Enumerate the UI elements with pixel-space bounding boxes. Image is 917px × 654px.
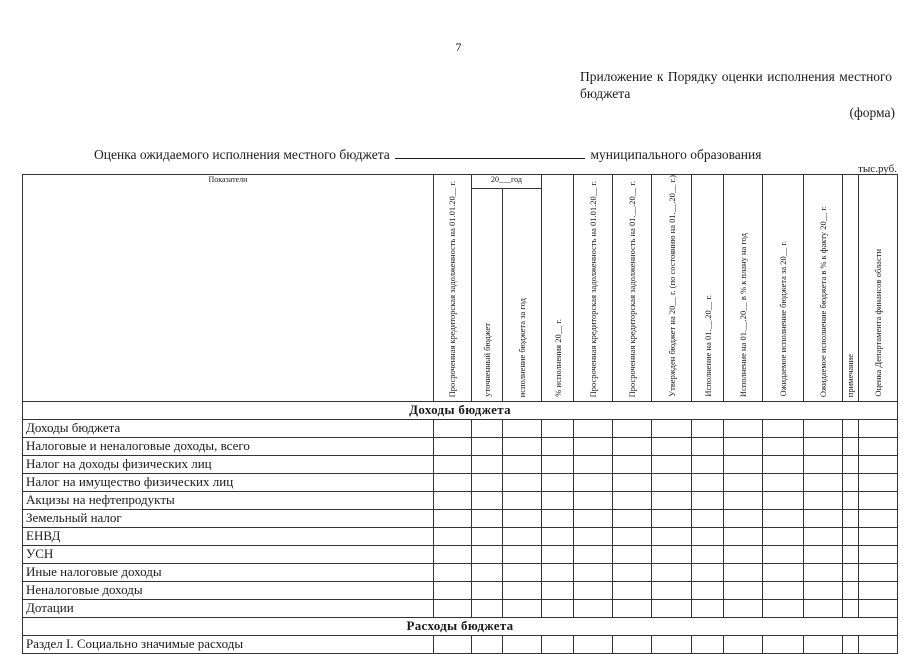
table-cell[interactable] (859, 545, 898, 563)
table-cell[interactable] (803, 473, 842, 491)
table-cell[interactable] (433, 491, 471, 509)
table-cell[interactable] (612, 437, 651, 455)
table-cell[interactable] (471, 635, 503, 653)
table-cell[interactable] (651, 563, 692, 581)
appendix-note: Приложение к Порядку оценки исполнения местного бюджета (580, 69, 892, 101)
col-header (573, 175, 612, 402)
table-cell[interactable] (612, 509, 651, 527)
table-cell[interactable] (433, 635, 471, 653)
table-cell[interactable] (503, 491, 542, 509)
col-header (724, 175, 763, 402)
table-cell[interactable] (503, 437, 542, 455)
col-header-text: Просроченная кредиторская задолженность на 01.01.20__ г. (587, 180, 598, 397)
title-blank-field[interactable] (395, 146, 585, 159)
table-cell[interactable] (842, 419, 858, 437)
col-header (859, 175, 898, 402)
table-cell[interactable] (612, 491, 651, 509)
section-title: Доходы бюджета (23, 401, 898, 419)
form-label: (форма) (849, 105, 895, 120)
table-cell[interactable] (433, 563, 471, 581)
col-header (762, 175, 803, 402)
table-cell[interactable] (503, 473, 542, 491)
table-cell[interactable] (651, 437, 692, 455)
table-cell[interactable] (503, 599, 542, 617)
row-label: Неналоговые доходы (23, 581, 434, 599)
table-cell[interactable] (762, 491, 803, 509)
table-cell[interactable] (724, 419, 763, 437)
table-cell[interactable] (471, 509, 503, 527)
budget-table (22, 174, 898, 654)
table-cell[interactable] (651, 491, 692, 509)
table-cell[interactable] (542, 473, 574, 491)
col-header-text: Ожидаемое исполнение бюджета в % к факту 20__ г. (817, 205, 828, 397)
table-row (23, 509, 898, 527)
table-cell[interactable] (542, 491, 574, 509)
table-cell[interactable] (542, 527, 574, 545)
table-cell[interactable] (724, 491, 763, 509)
table-cell[interactable] (859, 527, 898, 545)
row-label: Налог на имущество физических лиц (23, 473, 434, 491)
table-cell[interactable] (503, 563, 542, 581)
table-cell[interactable] (842, 545, 858, 563)
row-label: Дотации (23, 599, 434, 617)
table-cell[interactable] (762, 635, 803, 653)
col-header-text: Оценка Департамента финансов области (873, 249, 884, 397)
table-cell[interactable] (612, 473, 651, 491)
table-cell[interactable] (692, 599, 724, 617)
table-cell[interactable] (612, 545, 651, 563)
table-row (23, 527, 898, 545)
col-header-text: Исполнение на 01.__.20__ г. (702, 295, 713, 397)
table-cell[interactable] (842, 437, 858, 455)
table-cell[interactable] (433, 419, 471, 437)
title-left: Оценка ожидаемого исполнения местного бюджета (94, 147, 390, 162)
section-header-row (23, 401, 898, 419)
table-cell[interactable] (433, 581, 471, 599)
table-cell[interactable] (762, 455, 803, 473)
col-header-text: Исполнение на 01.__.20__ в % к плану на год (738, 232, 749, 397)
table-cell[interactable] (433, 473, 471, 491)
table-cell[interactable] (651, 455, 692, 473)
table-cell[interactable] (651, 581, 692, 599)
table-cell[interactable] (803, 455, 842, 473)
table-cell[interactable] (692, 635, 724, 653)
table-cell[interactable] (542, 455, 574, 473)
row-label: Налог на доходы физических лиц (23, 455, 434, 473)
table-cell[interactable] (842, 527, 858, 545)
table-cell[interactable] (803, 437, 842, 455)
table-cell[interactable] (803, 635, 842, 653)
col-header-text: уточненный бюджет (482, 323, 493, 397)
table-body (23, 401, 898, 653)
table-cell[interactable] (724, 581, 763, 599)
table-cell[interactable] (573, 491, 612, 509)
table-cell[interactable] (433, 527, 471, 545)
table-cell[interactable] (612, 419, 651, 437)
row-label: Доходы бюджета (23, 419, 434, 437)
table-cell[interactable] (842, 509, 858, 527)
table-cell[interactable] (692, 437, 724, 455)
table-cell[interactable] (573, 455, 612, 473)
title-right: муниципального образования (590, 147, 762, 162)
table-cell[interactable] (433, 599, 471, 617)
table-cell[interactable] (651, 599, 692, 617)
table-row (23, 581, 898, 599)
page-number: 7 (455, 40, 462, 54)
table-cell[interactable] (762, 509, 803, 527)
table-cell[interactable] (762, 545, 803, 563)
table-cell[interactable] (651, 473, 692, 491)
row-label: УСН (23, 545, 434, 563)
table-cell[interactable] (842, 491, 858, 509)
table-cell[interactable] (651, 635, 692, 653)
table-cell[interactable] (573, 437, 612, 455)
section-title: Расходы бюджета (23, 617, 898, 635)
col-header-text: Просроченная кредиторская задолженность на 01.01.20__ г. (447, 180, 458, 397)
table-cell[interactable] (859, 599, 898, 617)
table-row (23, 419, 898, 437)
table-cell[interactable] (503, 527, 542, 545)
table-cell[interactable] (651, 419, 692, 437)
table-cell[interactable] (803, 509, 842, 527)
table-cell[interactable] (803, 491, 842, 509)
table-cell[interactable] (859, 581, 898, 599)
table-cell[interactable] (542, 599, 574, 617)
table-cell[interactable] (433, 437, 471, 455)
table-cell[interactable] (651, 527, 692, 545)
table-cell[interactable] (651, 509, 692, 527)
col-header (692, 175, 724, 402)
table-cell[interactable] (471, 491, 503, 509)
col-header-text: % исполнения 20__ г. (552, 319, 563, 397)
table-cell[interactable] (573, 473, 612, 491)
col-header (542, 175, 574, 402)
table-cell[interactable] (859, 635, 898, 653)
units-label: тыс.руб. (858, 163, 897, 175)
table-cell[interactable] (803, 581, 842, 599)
table-cell[interactable] (503, 455, 542, 473)
table-row (23, 473, 898, 491)
table-cell[interactable] (573, 509, 612, 527)
table-cell[interactable] (542, 635, 574, 653)
table-cell[interactable] (803, 563, 842, 581)
table-cell[interactable] (651, 545, 692, 563)
table-row (23, 599, 898, 617)
table-cell[interactable] (573, 419, 612, 437)
table-cell[interactable] (612, 581, 651, 599)
table-cell[interactable] (762, 581, 803, 599)
table-cell[interactable] (859, 509, 898, 527)
table-cell[interactable] (692, 509, 724, 527)
table-cell[interactable] (471, 545, 503, 563)
table-cell[interactable] (471, 473, 503, 491)
table-cell[interactable] (612, 635, 651, 653)
col-header (471, 188, 503, 401)
indicator-header: Показатели (23, 175, 434, 402)
col-header-text: Ожидаемое исполнение бюджета за 20__ г. (777, 241, 788, 397)
table-cell[interactable] (724, 455, 763, 473)
table-cell[interactable] (471, 581, 503, 599)
table-cell[interactable] (803, 545, 842, 563)
table-cell[interactable] (573, 599, 612, 617)
table-cell[interactable] (573, 527, 612, 545)
table-cell[interactable] (762, 437, 803, 455)
table-cell[interactable] (612, 563, 651, 581)
table-cell[interactable] (762, 527, 803, 545)
table-cell[interactable] (724, 635, 763, 653)
table-cell[interactable] (612, 527, 651, 545)
table-cell[interactable] (724, 509, 763, 527)
col-header-text: примечание (845, 353, 856, 397)
year-header: 20___год (471, 175, 542, 189)
col-header-text: Утвержден бюджет на 20__ г. (по состоянию на 01.__.20__ г.) (666, 175, 677, 397)
table-cell[interactable] (471, 527, 503, 545)
table-cell[interactable] (724, 563, 763, 581)
col-header (803, 175, 842, 402)
table-cell[interactable] (859, 437, 898, 455)
table-row (23, 455, 898, 473)
document-title (94, 146, 761, 163)
col-header (433, 175, 471, 402)
table-cell[interactable] (471, 419, 503, 437)
row-label: ЕНВД (23, 527, 434, 545)
table-cell[interactable] (692, 491, 724, 509)
table-cell[interactable] (859, 455, 898, 473)
table-cell[interactable] (542, 545, 574, 563)
table-cell[interactable] (724, 437, 763, 455)
table-cell[interactable] (433, 545, 471, 563)
row-label: Раздел I. Социально значимые расходы (23, 635, 434, 653)
table-cell[interactable] (503, 419, 542, 437)
table-cell[interactable] (859, 473, 898, 491)
table-cell[interactable] (762, 563, 803, 581)
row-label: Земельный налог (23, 509, 434, 527)
table-cell[interactable] (842, 473, 858, 491)
table-cell[interactable] (433, 509, 471, 527)
row-label: Иные налоговые доходы (23, 563, 434, 581)
table-cell[interactable] (724, 599, 763, 617)
table-cell[interactable] (859, 491, 898, 509)
table-cell[interactable] (692, 419, 724, 437)
table-cell[interactable] (842, 581, 858, 599)
table-cell[interactable] (762, 599, 803, 617)
col-header-text: Просроченная кредиторская задолженность на 01.__.20__ г. (626, 180, 637, 397)
table-row (23, 437, 898, 455)
table-cell[interactable] (692, 527, 724, 545)
table-cell[interactable] (573, 545, 612, 563)
table-cell[interactable] (692, 545, 724, 563)
table-cell[interactable] (724, 527, 763, 545)
table-cell[interactable] (842, 635, 858, 653)
table-cell[interactable] (692, 563, 724, 581)
row-label: Акцизы на нефтепродукты (23, 491, 434, 509)
table-cell[interactable] (542, 563, 574, 581)
col-header (503, 188, 542, 401)
col-header-text: исполнение бюджета за год (517, 297, 528, 397)
table-cell[interactable] (542, 419, 574, 437)
col-header (612, 175, 651, 402)
table-cell[interactable] (724, 473, 763, 491)
table-cell[interactable] (471, 563, 503, 581)
col-header (842, 175, 858, 402)
table-cell[interactable] (692, 455, 724, 473)
table-cell[interactable] (542, 437, 574, 455)
table-cell[interactable] (503, 581, 542, 599)
table-cell[interactable] (471, 455, 503, 473)
col-header (651, 175, 692, 402)
table-cell[interactable] (471, 599, 503, 617)
table-cell[interactable] (859, 563, 898, 581)
table-cell[interactable] (503, 635, 542, 653)
table-row (23, 545, 898, 563)
table-cell[interactable] (433, 455, 471, 473)
row-label: Налоговые и неналоговые доходы, всего (23, 437, 434, 455)
table-cell[interactable] (803, 599, 842, 617)
table-cell[interactable] (692, 473, 724, 491)
table-cell[interactable] (573, 581, 612, 599)
table-cell[interactable] (612, 455, 651, 473)
table-cell[interactable] (573, 563, 612, 581)
table-row (23, 491, 898, 509)
table-cell[interactable] (803, 419, 842, 437)
table-row (23, 563, 898, 581)
table-cell[interactable] (762, 473, 803, 491)
table-cell[interactable] (842, 563, 858, 581)
table-cell[interactable] (692, 581, 724, 599)
table-cell[interactable] (803, 527, 842, 545)
table-cell[interactable] (471, 437, 503, 455)
table-cell[interactable] (724, 545, 763, 563)
table-cell[interactable] (859, 419, 898, 437)
section-header-row (23, 617, 898, 635)
table-cell[interactable] (542, 509, 574, 527)
table-cell[interactable] (503, 545, 542, 563)
table-cell[interactable] (842, 455, 858, 473)
table-row (23, 635, 898, 653)
table-cell[interactable] (573, 635, 612, 653)
table-cell[interactable] (542, 581, 574, 599)
table-cell[interactable] (842, 599, 858, 617)
table-cell[interactable] (612, 599, 651, 617)
table-cell[interactable] (503, 509, 542, 527)
table-cell[interactable] (762, 419, 803, 437)
